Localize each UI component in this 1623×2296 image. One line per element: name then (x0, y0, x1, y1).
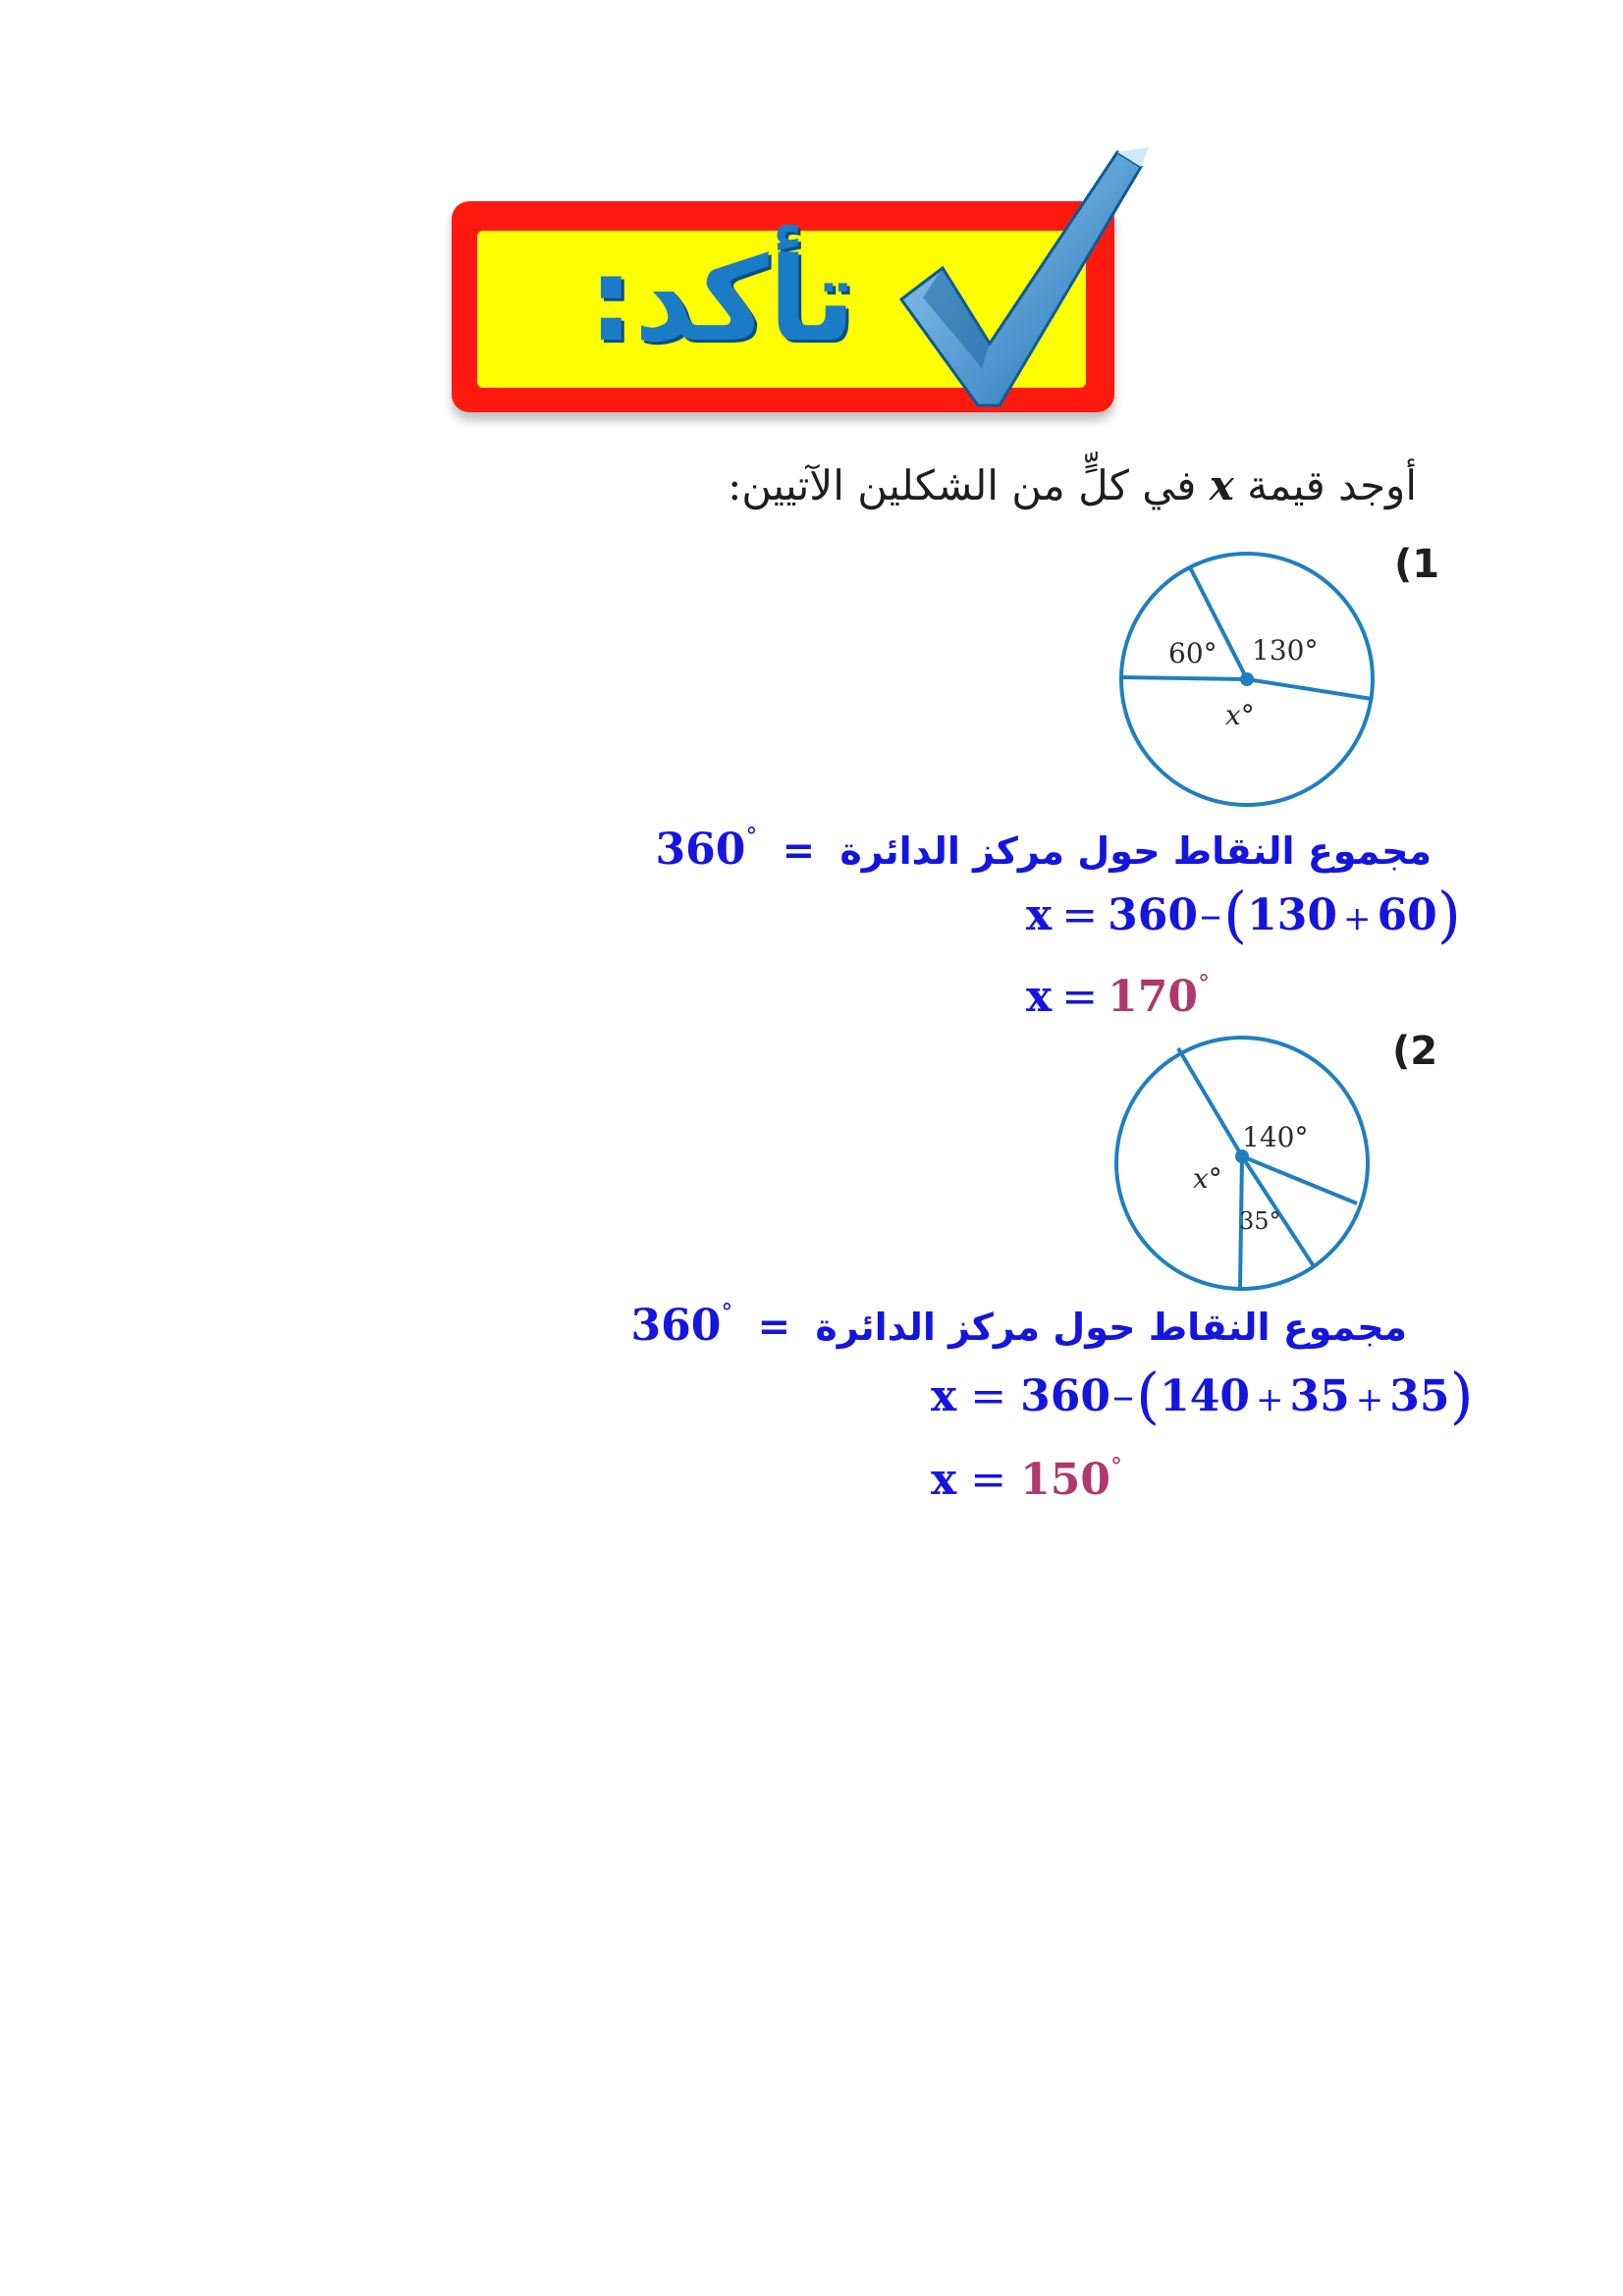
eq-open-paren: ( (1222, 879, 1248, 950)
problem-1-figure (1109, 550, 1384, 815)
instruction-before: أوجد قيمة (1247, 461, 1417, 509)
eq-var: x (1026, 890, 1053, 940)
angle-label-x: x° (1225, 699, 1255, 731)
eq-equals: = (970, 1371, 1007, 1421)
problem-2-equation (931, 1360, 1474, 1431)
eq-term: 60 (1377, 890, 1437, 940)
instruction-after: في كلٍّ من الشكلين الآتيين: (728, 461, 1197, 509)
eq-plus: + (1355, 1380, 1384, 1419)
instruction-text (728, 461, 1417, 509)
eq-open-paren: ( (1135, 1360, 1161, 1431)
problem-1-answer: x = 170° (1026, 970, 1210, 1022)
center-point (1240, 672, 1254, 686)
answer-equals: = (1061, 972, 1099, 1022)
eq-var: x (931, 1371, 957, 1421)
eq-minus: – (1199, 890, 1221, 940)
angle-label-130: 130° (1252, 634, 1319, 667)
instruction-variable: x (1209, 461, 1234, 509)
answer-value: 150 (1020, 1455, 1110, 1505)
eq-total: 360 (1108, 890, 1198, 940)
radius-line (1178, 1048, 1242, 1156)
eq-term: 35 (1389, 1371, 1450, 1421)
problem-2-sum-line (630, 1299, 1407, 1351)
eq-term: 130 (1247, 890, 1338, 940)
banner-title: تأكد: (587, 232, 856, 367)
answer-var: x (931, 1455, 957, 1505)
eq-term: 140 (1160, 1371, 1251, 1421)
sum-text: مجموع النقاط حول مركز الدائرة (815, 1306, 1407, 1349)
problem-2-number: (2 (1392, 1029, 1438, 1074)
problem-1-sum-line (655, 823, 1432, 875)
angle-label-140: 140° (1242, 1121, 1309, 1153)
problem-2-answer: x = 150° (931, 1453, 1122, 1505)
sum-total: 360° (630, 1299, 733, 1351)
eq-minus: – (1111, 1371, 1134, 1421)
eq-term: 35 (1289, 1371, 1350, 1421)
radius-line (1121, 677, 1247, 679)
problem-1-equation (1026, 879, 1461, 950)
check-icon (884, 142, 1159, 417)
radius-line (1247, 679, 1372, 699)
answer-var: x (1026, 972, 1053, 1022)
problem-2-figure (1105, 1031, 1380, 1301)
eq-close-paren: ) (1436, 879, 1461, 950)
sum-total: 360° (655, 823, 758, 875)
eq-equals: = (1061, 890, 1099, 940)
answer-equals: = (970, 1455, 1007, 1505)
problem-1-number: (1 (1394, 542, 1440, 587)
answer-value: 170 (1108, 972, 1198, 1022)
eq-plus: + (1343, 899, 1372, 938)
eq-plus: + (1256, 1380, 1284, 1419)
equals-sign: = (757, 1304, 791, 1350)
total-value: 360 (655, 825, 746, 875)
angle-label-x: x° (1193, 1162, 1222, 1195)
title-banner (452, 201, 1119, 417)
equals-sign: = (782, 828, 816, 874)
sum-text: مجموع النقاط حول مركز الدائرة (839, 829, 1432, 873)
eq-close-paren: ) (1449, 1360, 1474, 1431)
eq-total: 360 (1020, 1371, 1110, 1421)
angle-label-35: 35° (1239, 1207, 1281, 1235)
total-value: 360 (630, 1301, 722, 1351)
angle-label-60: 60° (1168, 637, 1217, 669)
